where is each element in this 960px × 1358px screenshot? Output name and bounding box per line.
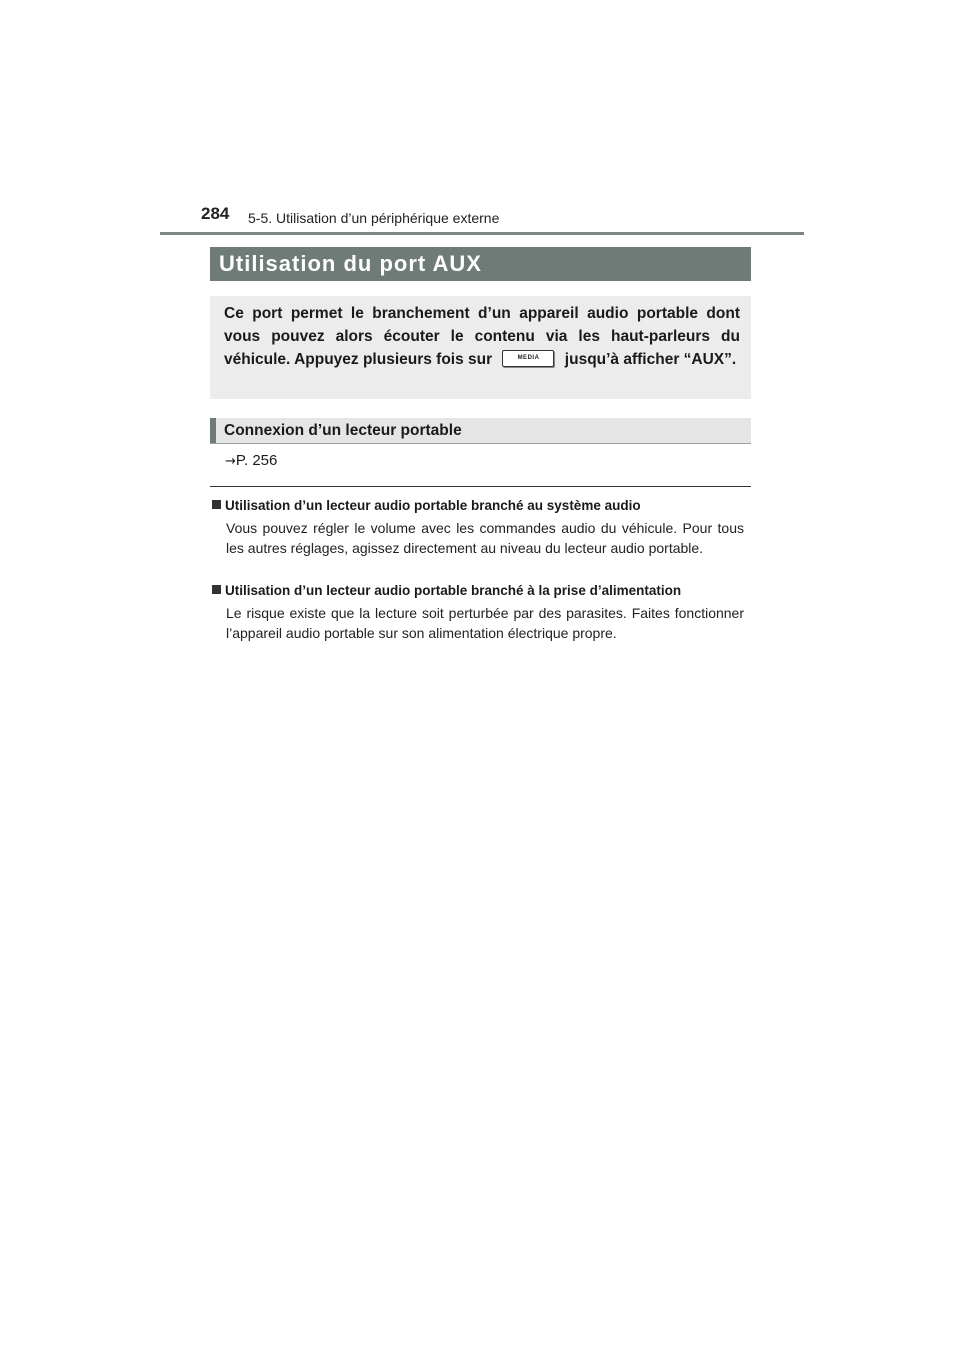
square-bullet-icon [212,585,221,594]
note-title [212,582,744,600]
reference-link[interactable]: P. 256 [235,452,278,469]
title-bar [210,247,751,281]
header-rule [160,232,804,235]
intro-text-before: Ce port permet le branchement d’un appareil audio portable dont vous pouvez alors écouter le contenu via les haut-parleurs du véhicule. Appuyez plusieurs fois sur [224,305,740,368]
note-item [212,582,744,643]
note-title [212,497,744,515]
page-title: Utilisation du port AUX [219,251,482,276]
intro-text-after: jusqu’à afficher “AUX”. [564,351,737,368]
subheading-bar [210,418,751,443]
note-title-text: Utilisation d’un lecteur audio portable branché au système audio [225,498,641,513]
intro-box [210,296,751,399]
subheading-title: Connexion d’un lecteur portable [224,422,462,439]
subheading-underline [210,443,751,444]
page-number: 284 [201,204,230,223]
note-body: Vous pouvez régler le volume avec les commandes audio du véhicule. Pour tous les autres réglages, agissez directement au niveau du lecteur audio portable. [226,520,744,556]
section-header: 5-5. Utilisation d’un périphérique externe [248,210,500,226]
note-title-text: Utilisation d’un lecteur audio portable branché à la prise d’alimentation [225,583,682,598]
note-item [212,497,744,558]
page-reference[interactable] [225,452,277,469]
note-body: Le risque existe que la lecture soit perturbée par des parasites. Faites fonctionner l’appareil audio portable sur son alimentation électrique propre. [226,605,744,641]
media-button-icon: MEDIA [502,350,554,367]
arrow-right-icon: → [225,454,236,469]
square-bullet-icon [212,500,221,509]
notes-divider [210,486,751,487]
